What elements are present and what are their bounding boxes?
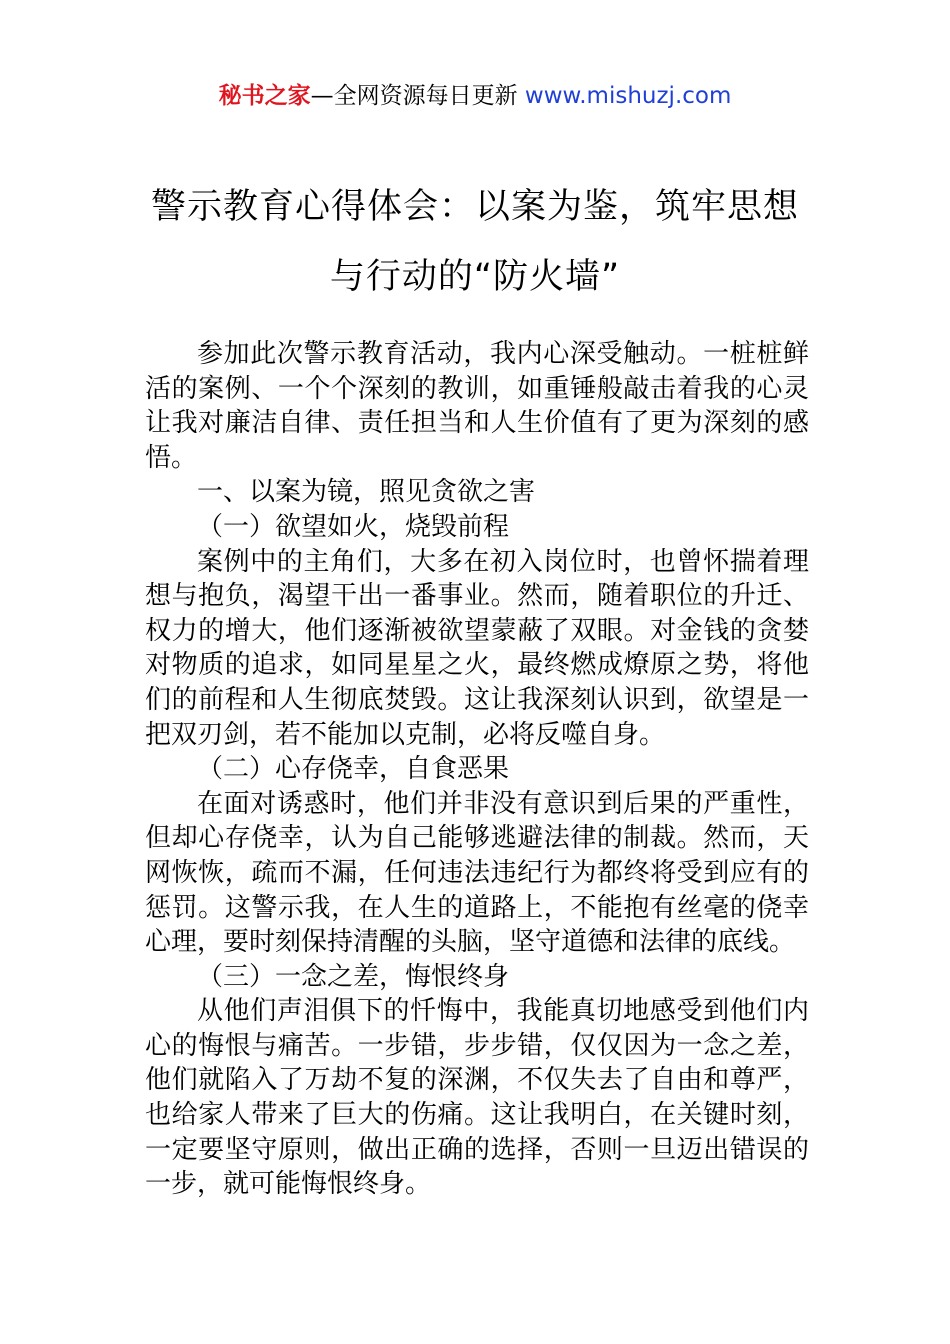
text-line: 一定要坚守原则，做出正确的选择，否则一旦迈出错误的 xyxy=(145,1134,809,1165)
text-line: 们的前程和人生彻底焚毁。这让我深刻认识到，欲望是一 xyxy=(145,684,809,715)
text-line: 让我对廉洁自律、责任担当和人生价值有了更为深刻的感 xyxy=(145,408,809,439)
header-url[interactable]: www.mishuzj.com xyxy=(524,83,732,109)
subsection-1-heading: （一）欲望如火，烧毁前程 xyxy=(197,511,510,542)
text-line: 想与抱负，渴望干出一番事业。然而，随着职位的升迁、 xyxy=(145,581,809,612)
document-title xyxy=(130,172,820,312)
title-line-1: 警示教育心得体会：以案为鉴，筑牢思想 xyxy=(150,187,799,227)
header-tagline: —全网资源每日更新 xyxy=(310,83,525,109)
text-line: 心的悔恨与痛苦。一步错，步步错，仅仅因为一念之差， xyxy=(145,1030,809,1061)
text-line: 网恢恢，疏而不漏，任何违法违纪行为都终将受到应有的 xyxy=(145,857,809,888)
subsection-3-paragraph xyxy=(145,994,809,1202)
text-line: 对物质的追求，如同星星之火，最终燃成燎原之势，将他 xyxy=(145,650,809,681)
subsection-2-paragraph xyxy=(145,787,809,960)
document-body xyxy=(145,337,809,1202)
title-line-2: 与行动的“防火墙” xyxy=(329,257,621,297)
text-line: 从他们声泪俱下的忏悔中，我能真切地感受到他们内 xyxy=(197,996,809,1027)
text-line: 参加此次警示教育活动，我内心深受触动。一桩桩鲜 xyxy=(197,339,809,369)
text-line: 权力的增大，他们逐渐被欲望蒙蔽了双眼。对金钱的贪婪 xyxy=(145,615,809,646)
text-line: 他们就陷入了万劫不复的深渊，不仅失去了自由和尊严， xyxy=(145,1065,809,1096)
section-1-heading: 一、以案为镜，照见贪欲之害 xyxy=(197,477,536,508)
text-line: 但却心存侥幸，认为自己能够逃避法律的制裁。然而，天 xyxy=(145,823,809,854)
text-line: 心理，要时刻保持清醒的头脑，坚守道德和法律的底线。 xyxy=(145,927,796,958)
site-header xyxy=(0,80,950,112)
header-brand: 秘书之家 xyxy=(218,83,311,109)
text-line: 案例中的主角们，大多在初入岗位时，也曾怀揣着理 xyxy=(197,546,809,577)
subsection-3-heading: （三）一念之差，悔恨终身 xyxy=(197,961,510,992)
subsection-1-paragraph xyxy=(145,545,809,753)
text-line: 把双刃剑，若不能加以克制，必将反噬自身。 xyxy=(145,719,666,750)
text-line: 也给家人带来了巨大的伤痛。这让我明白，在关键时刻， xyxy=(145,1100,809,1131)
text-line: 在面对诱惑时，他们并非没有意识到后果的严重性， xyxy=(197,788,809,819)
intro-paragraph xyxy=(145,337,809,475)
text-line: 一步，就可能悔恨终身。 xyxy=(145,1169,432,1200)
subsection-2-heading: （二）心存侥幸，自食恶果 xyxy=(197,754,510,785)
text-line: 活的案例、一个个深刻的教训，如重锤般敲击着我的心灵 xyxy=(145,373,809,404)
text-line: 悟。 xyxy=(145,442,198,473)
text-line: 惩罚。这警示我，在人生的道路上，不能抱有丝毫的侥幸 xyxy=(145,892,809,923)
